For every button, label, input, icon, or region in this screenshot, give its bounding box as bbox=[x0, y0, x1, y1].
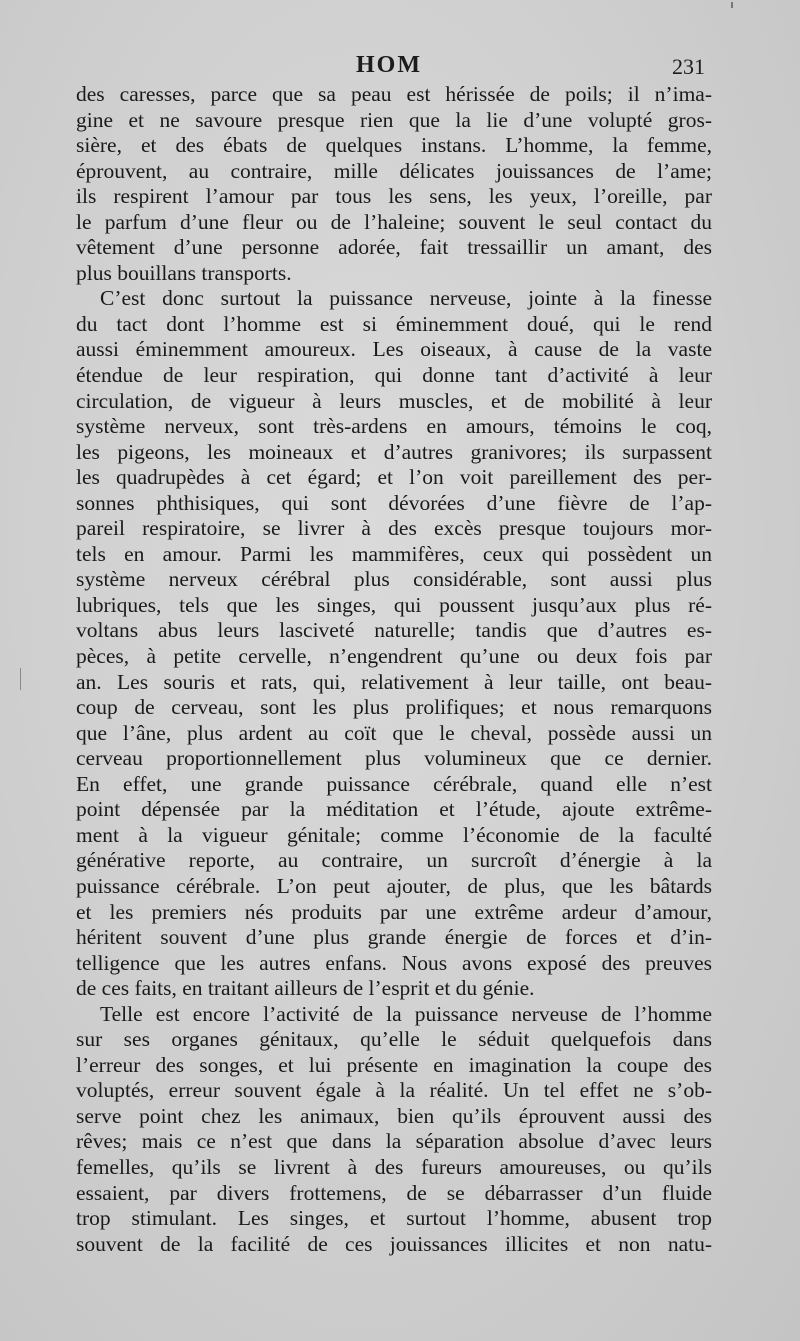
text-line: Telle est encore l’activité de la puissance nerveuse de l’homme bbox=[100, 1001, 712, 1026]
text-line: des caresses, parce que sa peau est hérissée de poils; il n’ima- bbox=[76, 82, 712, 106]
text-line: le parfum d’une fleur ou de l’haleine; souvent le seul contact du bbox=[76, 209, 712, 234]
text-line: pareil respiratoire, se livrer à des excès presque toujours mor- bbox=[76, 516, 712, 541]
text-line: gine et ne savoure presque rien que la lie d’une volupté gros- bbox=[76, 107, 712, 132]
text-line: système nerveux, sont très-ardens en amours, témoins le coq, bbox=[76, 414, 712, 439]
text-line: éprouvent, au contraire, mille délicates jouissances de l’ame; bbox=[76, 158, 712, 183]
text-line: rêves; mais ce n’est que dans la séparation absolue d’avec leurs bbox=[76, 1129, 712, 1154]
paragraph-1 bbox=[76, 82, 712, 286]
body-text bbox=[76, 82, 712, 1257]
text-line: tels en amour. Parmi les mammifères, ceux qui possèdent un bbox=[76, 541, 712, 566]
text-line: puissance cérébrale. L’on peut ajouter, de plus, que les bâtards bbox=[76, 873, 712, 898]
text-line: vêtement d’une personne adorée, fait tressaillir un amant, des bbox=[76, 235, 712, 260]
paragraph-2 bbox=[76, 286, 712, 1001]
text-line: système nerveux cérébral plus considérable, sont aussi plus bbox=[76, 567, 712, 592]
text-line: du tact dont l’homme est si éminemment doué, qui le rend bbox=[76, 311, 712, 336]
text-line: coup de cerveau, sont les plus prolifiques; et nous remarquons bbox=[76, 695, 712, 720]
text-line: trop stimulant. Les singes, et surtout l’homme, abusent trop bbox=[76, 1206, 712, 1231]
text-line: pèces, à petite cervelle, n’engendrent qu’une ou deux fois par bbox=[76, 644, 712, 669]
text-line: souvent de la facilité de ces jouissances illicites et non natu- bbox=[76, 1231, 712, 1256]
text-line: générative reporte, au contraire, un surcroît d’énergie à la bbox=[76, 848, 712, 873]
running-head-title: HOM bbox=[356, 52, 422, 78]
text-line: telligence que les autres enfans. Nous avons exposé des preuves bbox=[76, 950, 712, 975]
text-line: les pigeons, les moineaux et d’autres granivores; ils surpassent bbox=[76, 439, 712, 464]
margin-mark bbox=[20, 668, 21, 690]
text-line: essaient, par divers frottemens, de se débarrasser d’un fluide bbox=[76, 1180, 712, 1205]
text-line: les quadrupèdes à cet égard; et l’on voit pareillement des per- bbox=[76, 465, 712, 490]
text-line: C’est donc surtout la puissance nerveuse, jointe à la finesse bbox=[100, 286, 712, 311]
text-line: sonnes phthisiques, qui sont dévorées d’une fièvre de l’ap- bbox=[76, 490, 712, 515]
text-line: circulation, de vigueur à leurs muscles, et de mobilité à leur bbox=[76, 388, 712, 413]
text-line: étendue de leur respiration, qui donne tant d’activité à leur bbox=[76, 363, 712, 388]
text-line: ils respirent l’amour par tous les sens, les yeux, l’oreille, par bbox=[76, 184, 712, 209]
text-line: femelles, qu’ils se livrent à des fureurs amoureuses, ou qu’ils bbox=[76, 1154, 712, 1179]
text-line: voluptés, erreur souvent égale à la réalité. Un tel effet ne s’ob- bbox=[76, 1078, 712, 1103]
text-line: de ces faits, en traitant ailleurs de l’esprit et du génie. bbox=[76, 976, 535, 1001]
text-line: lubriques, tels que les singes, qui poussent jusqu’aux plus ré- bbox=[76, 592, 712, 617]
text-line: cerveau proportionnellement plus volumineux que ce dernier. bbox=[76, 746, 712, 771]
running-head bbox=[0, 52, 800, 82]
text-line: que l’âne, plus ardent au coït que le cheval, possède aussi un bbox=[76, 720, 712, 745]
paragraph-3 bbox=[76, 1002, 712, 1257]
text-line: sière, et des ébats de quelques instans. L’homme, la femme, bbox=[76, 133, 712, 158]
text-line: sur ses organes génitaux, qu’elle le séduit quelquefois dans bbox=[76, 1027, 712, 1052]
page-number: 231 bbox=[672, 54, 705, 79]
text-line: ment à la vigueur génitale; comme l’économie de la faculté bbox=[76, 822, 712, 847]
text-line: serve point chez les animaux, bien qu’ils éprouvent aussi des bbox=[76, 1103, 712, 1128]
text-line: aussi éminemment amoureux. Les oiseaux, à cause de la vaste bbox=[76, 337, 712, 362]
text-line: an. Les souris et rats, qui, relativement à leur taille, ont beau- bbox=[76, 669, 712, 694]
text-line: héritent souvent d’une plus grande énergie de forces et d’in- bbox=[76, 925, 712, 950]
text-line: voltans abus leurs lasciveté naturelle; tandis que d’autres es- bbox=[76, 618, 712, 643]
text-line: et les premiers nés produits par une extrême ardeur d’amour, bbox=[76, 899, 712, 924]
text-line: point dépensée par la méditation et l’étude, ajoute extrême- bbox=[76, 797, 712, 822]
text-line: l’erreur des songes, et lui présente en imagination la coupe des bbox=[76, 1052, 712, 1077]
text-line: En effet, une grande puissance cérébrale, quand elle n’est bbox=[76, 771, 712, 796]
text-line: plus bouillans transports. bbox=[76, 260, 292, 285]
scan-mark bbox=[731, 2, 733, 8]
